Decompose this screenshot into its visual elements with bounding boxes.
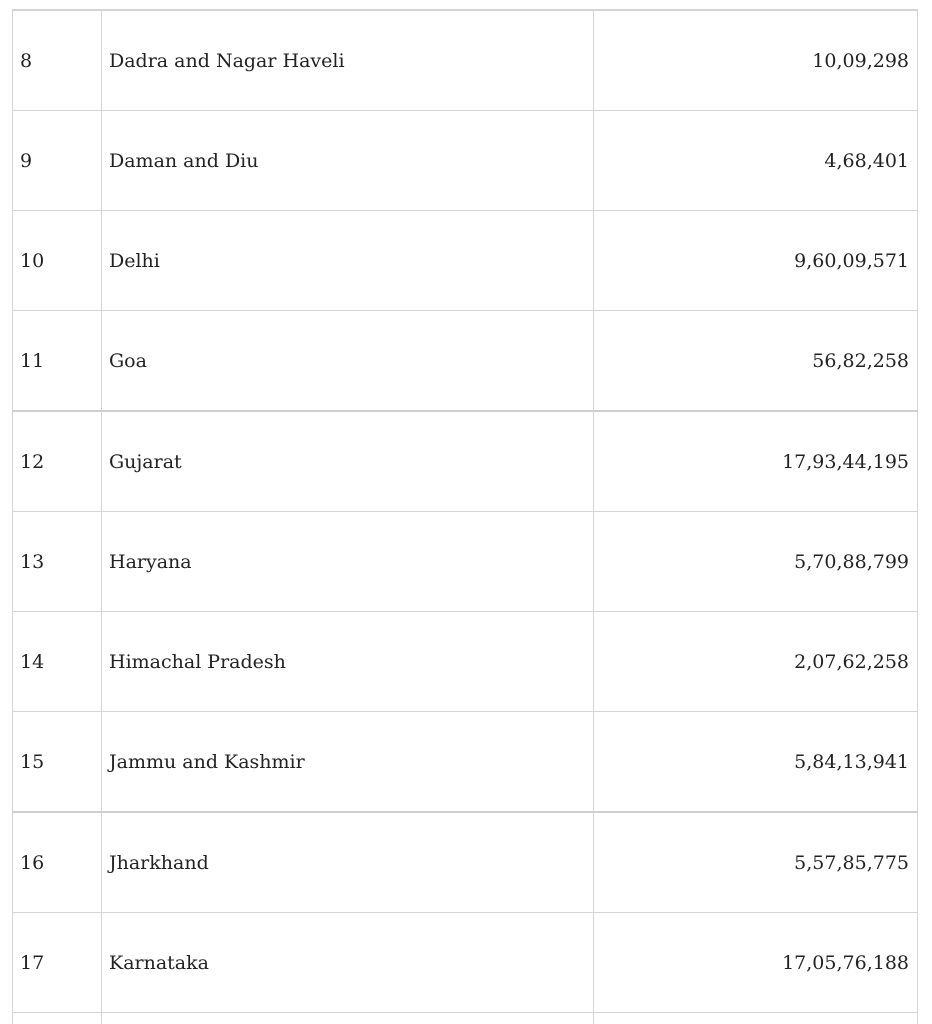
state-name-cell: Daman and Diu: [102, 111, 594, 211]
table-row: [13, 812, 918, 913]
row-number-cell: [13, 1013, 102, 1024]
state-name-cell: [102, 1013, 594, 1024]
state-name-cell: Goa: [102, 311, 594, 412]
value-cell: 10,09,298: [594, 10, 918, 111]
table-row: [13, 512, 918, 612]
state-name-cell: Himachal Pradesh: [102, 612, 594, 712]
value-cell: 2,07,62,258: [594, 612, 918, 712]
value-cell: 5,57,85,775: [594, 812, 918, 913]
state-name-cell: Jammu and Kashmir: [102, 712, 594, 813]
row-number-cell: 15: [13, 712, 102, 813]
row-number-cell: 11: [13, 311, 102, 412]
table-row: [13, 712, 918, 813]
value-cell: 17,05,76,188: [594, 913, 918, 1013]
state-name-cell: Dadra and Nagar Haveli: [102, 10, 594, 111]
state-name-cell: Gujarat: [102, 411, 594, 512]
table-row: [13, 211, 918, 311]
table-row: [13, 111, 918, 211]
value-cell: 5,70,88,799: [594, 512, 918, 612]
table-row: [13, 913, 918, 1013]
row-number-cell: 17: [13, 913, 102, 1013]
row-number-cell: 14: [13, 612, 102, 712]
table-row: [13, 311, 918, 412]
row-number-cell: 10: [13, 211, 102, 311]
row-number-cell: 12: [13, 411, 102, 512]
state-name-cell: Delhi: [102, 211, 594, 311]
state-name-cell: Haryana: [102, 512, 594, 612]
value-cell: 4,68,401: [594, 111, 918, 211]
table-row: [13, 1013, 918, 1024]
state-name-cell: Karnataka: [102, 913, 594, 1013]
value-cell: 5,84,13,941: [594, 712, 918, 813]
value-cell: 9,60,09,571: [594, 211, 918, 311]
row-number-cell: 8: [13, 10, 102, 111]
table-row: [13, 10, 918, 111]
row-number-cell: 16: [13, 812, 102, 913]
data-table: [12, 9, 918, 1024]
value-cell: [594, 1013, 918, 1024]
table-row: [13, 612, 918, 712]
value-cell: 56,82,258: [594, 311, 918, 412]
value-cell: 17,93,44,195: [594, 411, 918, 512]
row-number-cell: 13: [13, 512, 102, 612]
state-name-cell: Jharkhand: [102, 812, 594, 913]
row-number-cell: 9: [13, 111, 102, 211]
table-row: [13, 411, 918, 512]
